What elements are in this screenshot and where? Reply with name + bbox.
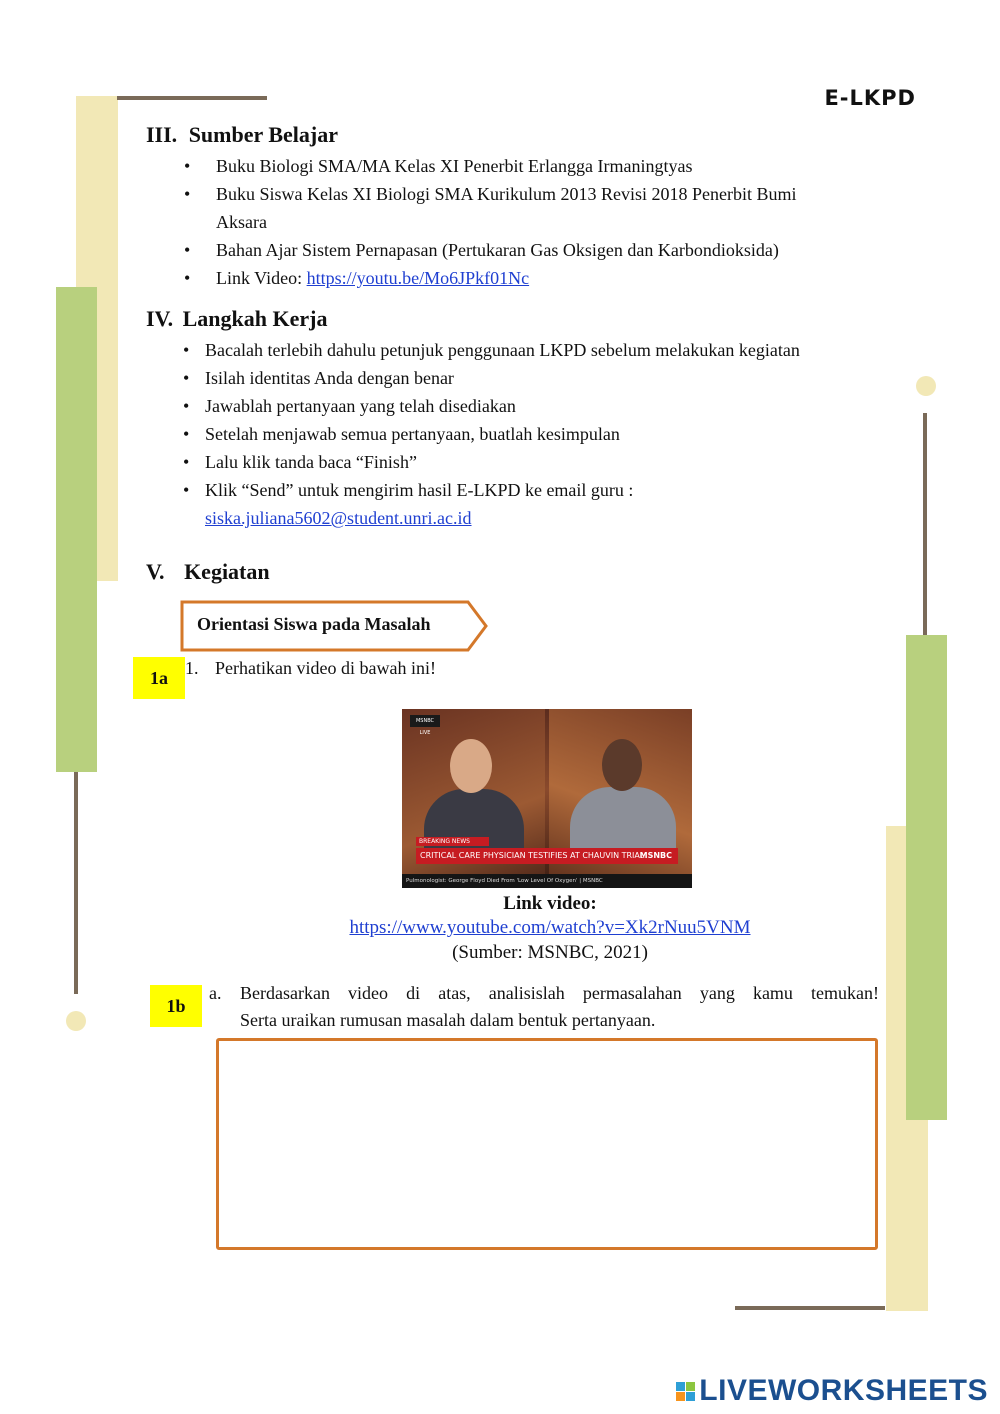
decor-dot-left	[66, 1011, 86, 1031]
orientation-tag-label: Orientasi Siswa pada Masalah	[197, 614, 431, 634]
caption-source: (Sumber: MSNBC, 2021)	[452, 942, 648, 963]
list-item-continuation	[205, 504, 895, 532]
video-person-right-head	[602, 739, 642, 791]
video-ticker: Pulmonologist: George Floyd Died From 'Low Level Of Oxygen' | MSNBC	[402, 874, 692, 888]
section-3-title: Sumber Belajar	[188, 122, 338, 147]
decor-green-bar-right	[906, 635, 947, 1120]
video-link[interactable]: https://youtu.be/Mo6JPkf01Nc	[306, 268, 530, 288]
list-item	[216, 264, 886, 292]
section-4-title: Langkah Kerja	[182, 306, 328, 331]
video-breaking-bar: BREAKING NEWS	[416, 837, 489, 846]
badge-1b: 1b	[150, 985, 202, 1027]
section-5-title: Kegiatan	[184, 559, 270, 584]
step-1	[185, 656, 436, 680]
decor-line-bottom	[735, 1306, 885, 1310]
list-item: • Bacalah terlebih dahulu petunjuk penggunaan LKPD sebelum melakukan kegiatan	[205, 336, 895, 364]
list-item: • Jawablah pertanyaan yang telah disediakan	[205, 392, 895, 420]
badge-1a: 1a	[133, 657, 185, 699]
decor-dot-right	[916, 376, 936, 396]
list-item: • Buku Biologi SMA/MA Kelas XI Penerbit Erlangga Irmaningtyas	[216, 152, 886, 180]
question-a-letter: a.	[209, 983, 222, 1003]
video-headline-bar	[416, 848, 678, 864]
video-person-left-head	[450, 739, 492, 793]
video-live-tag: MSNBC LIVE	[410, 715, 440, 727]
section-4-heading	[146, 306, 327, 332]
step-1-number: 1.	[185, 658, 199, 678]
liveworksheets-logo-icon	[676, 1382, 695, 1401]
decor-line-right	[923, 413, 927, 635]
step-1-text: Perhatikan video di bawah ini!	[215, 658, 436, 678]
teacher-email-link[interactable]: siska.juliana5602@student.unri.ac.id	[205, 508, 472, 528]
orientation-tag	[180, 600, 490, 652]
section-4-number: IV.	[146, 306, 174, 331]
link-label: Link Video:	[216, 268, 307, 288]
section-5-heading	[146, 559, 270, 585]
answer-textbox[interactable]	[216, 1038, 878, 1250]
video-headline: CRITICAL CARE PHYSICIAN TESTIFIES AT CHAUVIN TRIAL	[420, 851, 645, 860]
liveworksheets-logo-text: LIVEWORKSHEETS	[699, 1374, 988, 1407]
section-3-heading	[146, 122, 338, 148]
question-a-line-2: Serta uraikan rumusan masalah dalam bentuk pertanyaan.	[240, 1010, 656, 1030]
list-item: • Setelah menjawab semua pertanyaan, buatlah kesimpulan	[205, 420, 895, 448]
video-channel: MSNBC	[639, 851, 672, 860]
decor-line-top	[117, 96, 267, 100]
list-item-continuation	[216, 208, 886, 236]
list-item: • Buku Siswa Kelas XI Biologi SMA Kurikulum 2013 Revisi 2018 Penerbit Bumi	[216, 180, 886, 208]
section-4-list	[205, 336, 895, 532]
decor-line-left	[74, 772, 78, 994]
caption-video-link[interactable]: https://www.youtube.com/watch?v=Xk2rNuu5VNM	[349, 917, 751, 938]
section-5-number: V.	[146, 559, 165, 584]
section-3-number: III.	[146, 122, 178, 147]
brand-title: E-LKPD	[824, 86, 916, 110]
list-item-text: Aksara	[216, 212, 267, 232]
video-thumbnail[interactable]	[402, 709, 692, 888]
question-a	[209, 980, 879, 1034]
caption-title: Link video:	[503, 893, 597, 914]
list-item: • Lalu klik tanda baca “Finish”	[205, 448, 895, 476]
section-3-list	[216, 152, 886, 292]
caption-url-wrap	[300, 916, 800, 940]
list-item: • Isilah identitas Anda dengan benar	[205, 364, 895, 392]
decor-green-bar-left	[56, 287, 97, 772]
list-item: • Klik “Send” untuk mengirim hasil E-LKPD ke email guru :	[205, 476, 895, 504]
question-a-line-1: Berdasarkan video di atas, analisislah permasalahan yang kamu temukan!	[240, 983, 879, 1003]
liveworksheets-logo	[676, 1374, 988, 1408]
list-item: • Bahan Ajar Sistem Pernapasan (Pertukaran Gas Oksigen dan Karbondioksida)	[216, 236, 886, 264]
